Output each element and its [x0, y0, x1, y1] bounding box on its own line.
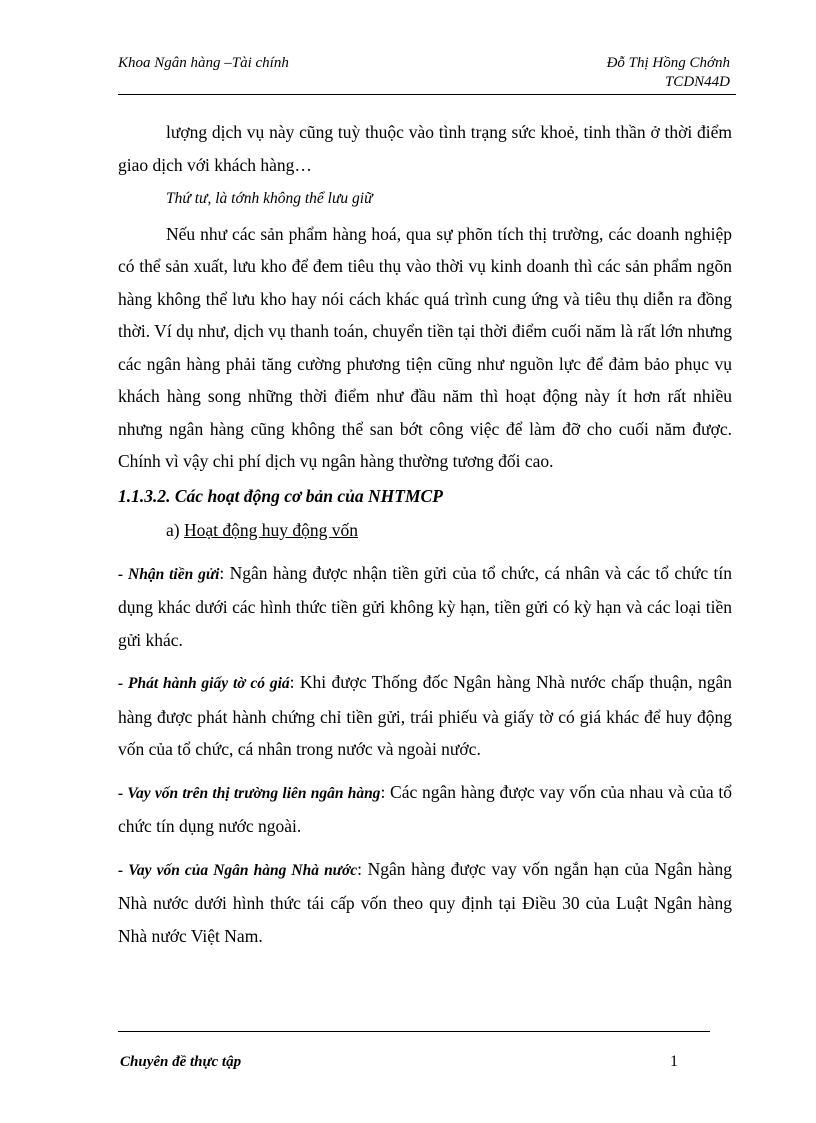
header-author-name: Đỗ Thị Hồng Chớnh: [606, 55, 730, 71]
page-header: [118, 52, 736, 95]
footer-title: Chuyên đề thực tập: [120, 1054, 242, 1070]
item-lead: - Vay vốn của Ngân hàng Nhà nước: [118, 861, 358, 879]
item-text: : Ngân hàng được vay vốn ngắn hạn của Ngân hàng Nhà nước dưới hình thức tái cấp vốn theo quy định tại Điều 30 của Luật Ngân hàng Nhà nước Việt Nam.: [118, 858, 732, 946]
item-lead: - Phát hành giấy tờ có giá: [118, 675, 290, 692]
subsection-heading: [118, 514, 732, 547]
list-item: [118, 557, 732, 657]
item-lead: - Nhận tiền gửi: [118, 565, 220, 583]
item-text: : Khi được Thống đốc Ngân hàng Nhà nước chấp thuận, ngân hàng được phát hành chứng chỉ tiền gửi, trái phiếu và giấy tờ có giá khác để huy động vốn của tổ chức, cá nhân trong nước và ngoài nước.: [118, 672, 732, 759]
footer-divider: [118, 1031, 710, 1032]
header-author: [607, 54, 730, 92]
item-lead: - Vay vốn trên thị trường liên ngân hàng: [118, 784, 381, 802]
paragraph: Nếu như các sản phẩm hàng hoá, qua sự phõn tích thị trường, các doanh nghiệp có thể sản xuất, lưu kho để đem tiêu thụ vào thời vụ kinh doanh thì các sản phẩm ngõn hàng không thể lưu kho hay nói cách khác quá trình cung ứng và tiêu thụ diễn ra đồng thời. Ví dụ như, dịch vụ thanh toán, chuyển tiền tại thời điểm cuối năm là rất lớn nhưng các ngân hàng phải tăng cường phương tiện cũng như nguồn lực để đảm bảo phục vụ khách hàng song những thời điểm như đầu năm thì hoạt động này ít hơn rất nhiều nhưng ngân hàng cũng không thể san bớt công việc để làm đỡ cho cuối năm được. Chính vì vậy chi phí dịch vụ ngân hàng thường tương đối cao.: [118, 223, 732, 471]
list-item: [118, 666, 732, 766]
page-body: [118, 116, 732, 952]
item-text: : Ngân hàng được nhận tiền gửi của tổ chức, cá nhân và các tổ chức tín dụng khác dưới các hình thức tiền gửi không kỳ hạn, tiền gửi có kỳ hạn và các loại tiền gửi khác.: [118, 562, 732, 650]
subheading: Thứ tư, là tớnh không thể lưu giữ: [166, 190, 373, 207]
list-item: [118, 776, 732, 843]
subsection-title: Hoạt động huy động vốn: [183, 520, 359, 540]
paragraph: lượng dịch vụ này cũng tuỳ thuộc vào tình trạng sức khoẻ, tinh thần ở thời điểm giao dịch với khách hàng…: [118, 122, 732, 175]
item-text: : Các ngân hàng được vay vốn của nhau và của tổ chức tín dụng nước ngoài.: [118, 781, 733, 836]
header-author-class: TCDN44D: [664, 74, 730, 90]
subsection-prefix: a): [166, 520, 184, 540]
page-number: 1: [670, 1053, 678, 1070]
list-item: [118, 853, 732, 953]
header-faculty: Khoa Ngân hàng –Tài chính: [118, 55, 289, 71]
section-heading: 1.1.3.2. Các hoạt động cơ bản của NHTMCP: [118, 485, 443, 506]
